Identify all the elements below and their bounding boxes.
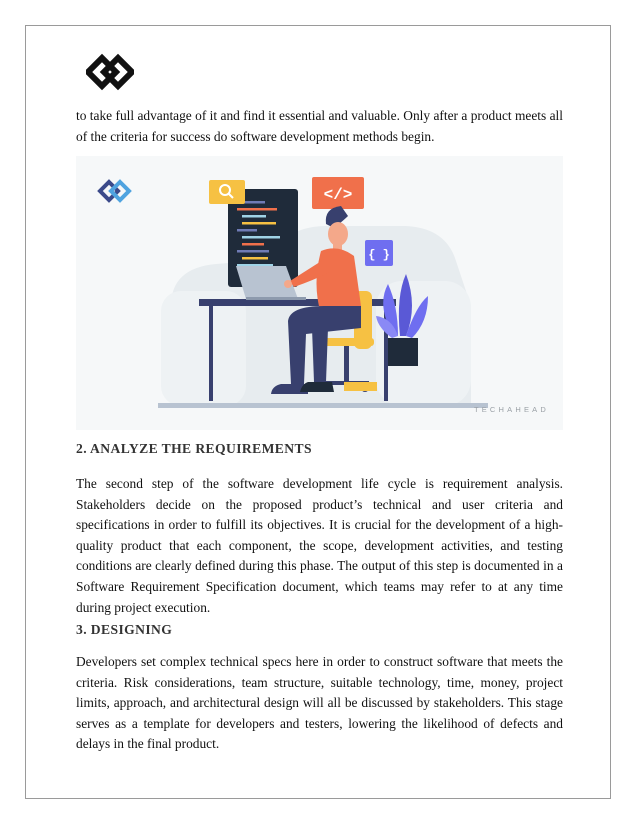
- section-2-heading: 2. ANALYZE THE REQUIREMENTS: [76, 441, 312, 456]
- company-logo: [86, 50, 134, 94]
- brand-watermark: TECHAHEAD: [473, 405, 549, 414]
- section-3-heading: 3. DESIGNING: [76, 622, 173, 637]
- section-3-body: Developers set complex technical specs here in order to construct software that meets the criteria. Risk considerations, team structure, suitable technology, time, money, project limits, approach, and architectural design will all be discussed by stakeholders. This stage serves as a template for developers and testers, lowering the likelihood of defects and delays in the final product.: [76, 654, 563, 752]
- developer-illustration: [76, 156, 563, 430]
- developer-scene: [76, 156, 563, 430]
- intro-paragraph: to take full advantage of it and find it essential and valuable. Only after a product meets all of the criteria for success do software development methods begin.: [76, 108, 563, 144]
- braces-badge: [365, 240, 393, 266]
- floor-line: [158, 403, 488, 408]
- svg-text:{ }: { }: [368, 248, 390, 262]
- svg-text:</>: </>: [323, 186, 353, 204]
- code-badge: [312, 177, 364, 209]
- techahead-logo-small: [100, 182, 129, 200]
- section-2-body: The second step of the software development life cycle is requirement analysis. Stakeholders decide on the proposed product’s technical and user criteria and specifications in order to fulfill its objectives. It is crucial for the development of a high-quality product that each component, the scope, development activities, and testing conditions are clearly defined during this phase. The output of this step is documented in a Software Requirement Specification document, which teams may refer to at any time during project execution.: [76, 476, 563, 615]
- search-badge: [209, 180, 245, 204]
